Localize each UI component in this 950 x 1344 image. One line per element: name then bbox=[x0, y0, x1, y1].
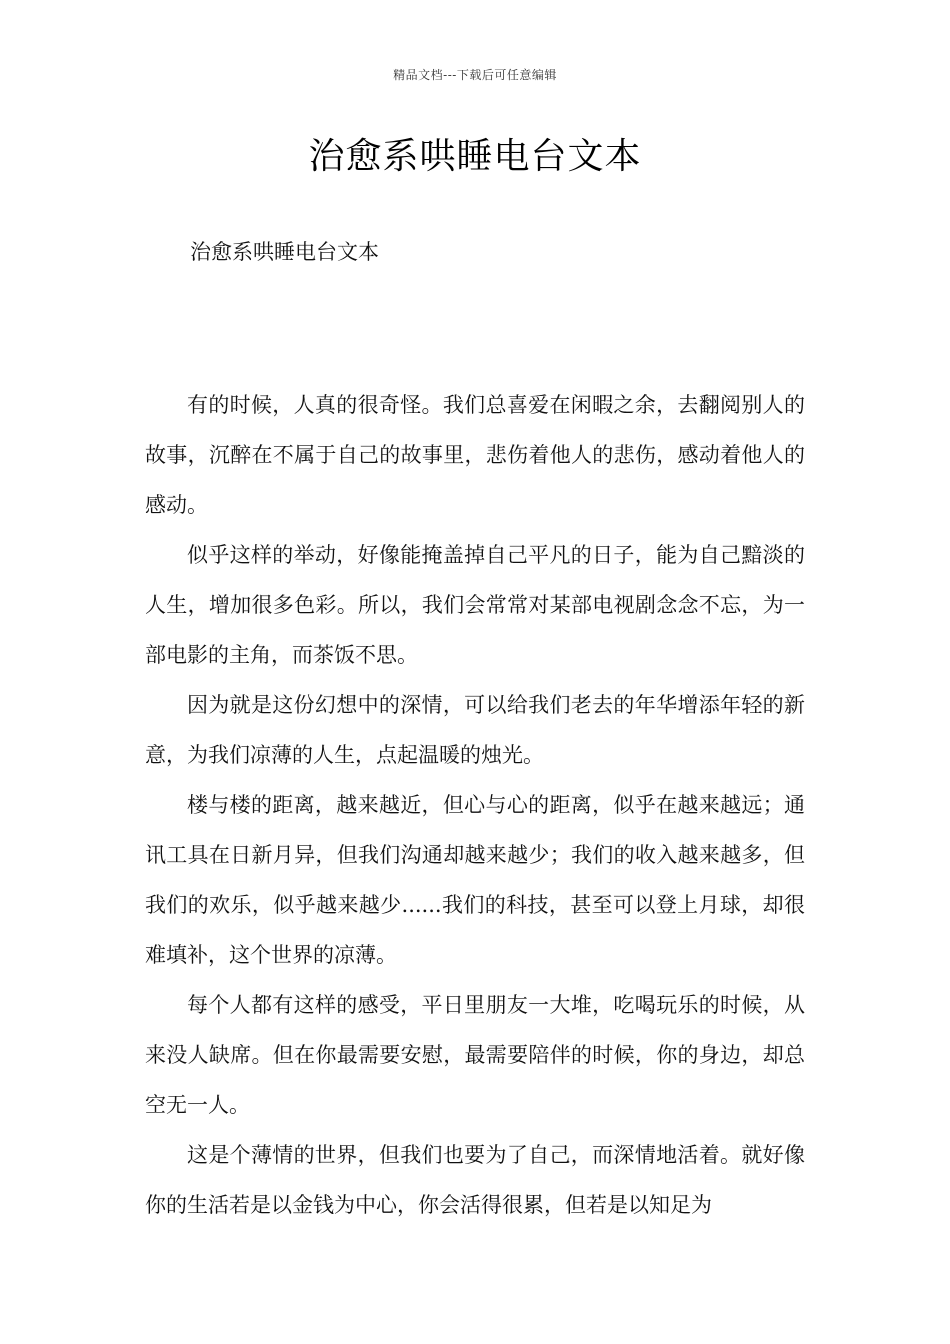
paragraph-1: 有的时候，人真的很奇怪。我们总喜爱在闲暇之余，去翻阅别人的故事，沉醉在不属于自己的故事里，悲伤着他人的悲伤，感动着他人的感动。 bbox=[145, 393, 805, 517]
document-title: 治愈系哄睡电台文本 bbox=[308, 136, 642, 177]
paragraph-3: 因为就是这份幻想中的深情，可以给我们老去的年华增添年轻的新意，为我们凉薄的人生，点起温暖的烛光。 bbox=[145, 693, 805, 767]
paragraph-5: 每个人都有这样的感受，平日里朋友一大堆，吃喝玩乐的时候，从来没人缺席。但在你最需要安慰，最需要陪伴的时候，你的身边，却总空无一人。 bbox=[145, 993, 805, 1117]
paragraph-2: 似乎这样的举动，好像能掩盖掉自己平凡的日子，能为自己黯淡的人生，增加很多色彩。所以，我们会常常对某部电视剧念念不忘，为一部电影的主角，而茶饭不思。 bbox=[145, 543, 805, 667]
document-subtitle: 治愈系哄睡电台文本 bbox=[190, 240, 379, 264]
document-body bbox=[145, 380, 805, 1230]
paragraph-4: 楼与楼的距离，越来越近，但心与心的距离，似乎在越来越远；通讯工具在日新月异，但我们沟通却越来越少；我们的收入越来越多，但我们的欢乐，似乎越来越少......我们的科技，甚至可以登上月球，却很难填补，这个世界的凉薄。 bbox=[145, 793, 805, 967]
paragraph-6: 这是个薄情的世界，但我们也要为了自己，而深情地活着。就好像你的生活若是以金钱为中心，你会活得很累，但若是以知足为 bbox=[145, 1143, 805, 1217]
page-header-note: 精品文档---下载后可任意编辑 bbox=[393, 68, 557, 82]
